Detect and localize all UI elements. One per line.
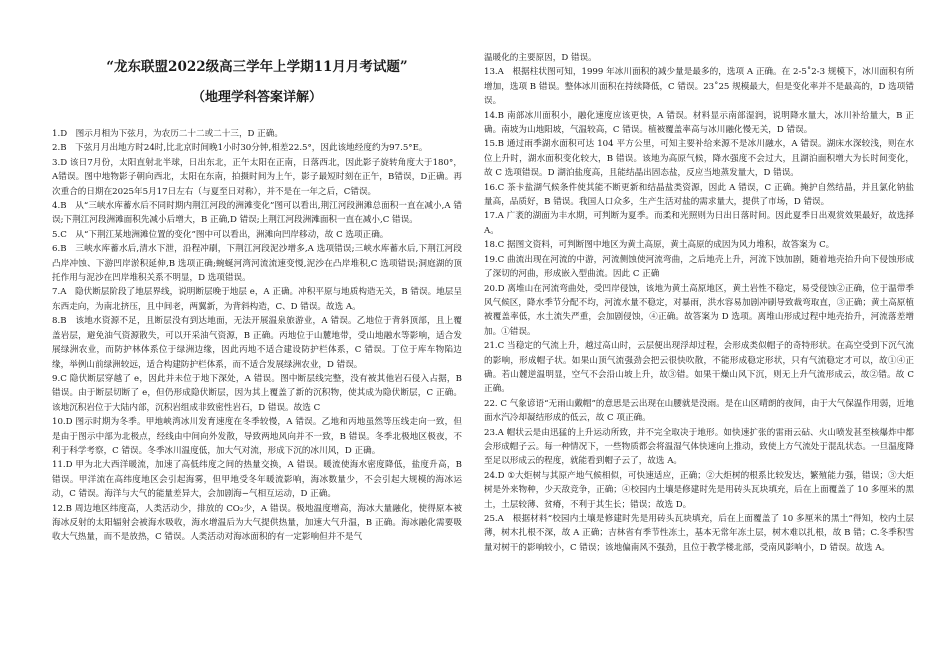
answer-item: 2.B 下弦月月出地方时24时,比北京时间晚1小时30分钟,相差22.5°，因此该地经度约为97.5°E。 bbox=[52, 143, 428, 154]
answer-item: 4.B 从“三峡水库蓄水后不同时期内荆江河段的洲滩变化”图可以看出,荆江河段洲滩总面积一直在减小,A 错误;下荆江河段洲滩面积先减小后增大，B 正确,D 错误;上荆江河段洲滩面积一直在减小,C 错误。 bbox=[52, 201, 462, 226]
answer-item: 25.A 根据材料“校园内土壤是修建时先是用砖头瓦块填充，后在上面覆盖了 10 多厘米的黑土”得知，校内土层薄，树木扎根不深，故 A 正确；吉林省有季节性冻土，基本无常年冻土层，树木难以扎根，故 B 错；C.冬季积雪量对树干的影响较小，C 错误；该地偏南风不强劲，且位于教学楼北部，受南风影响小，D 错误。故选 A。 bbox=[484, 514, 914, 553]
answer-item: 16.C 茶卡盐湖气候条件使其能不断更新和结晶盐类资源，因此 A 错误，C 正确。掩护自然结晶，并且氯化钠盐量高，品质好，B 错误。我国人口众多，生产生活对盐的需求量大，提供了市场，D 错误。 bbox=[484, 182, 914, 208]
answer-item: 22. C 气象谚语“无雨山戴帽”的意思是云出现在山腰就是没雨。是在山区晴朗的夜间，由于大气保温作用弱，近地面水汽冷却凝结形成的低云，故 C 项正确。 bbox=[484, 398, 914, 424]
answer-item: 10.D 图示时期为冬季。甲地峡湾冰川发育速度在冬季较慢，A 错误。乙地和丙地虽然等压线走向一致，但是由于图示中部为北极点，经线由中间向外发散，导致两地风向并不一致，B 错误。冬季北极地区极夜，不利于科学考察，C 错误。冬季冰川温度低，加大气对流，形成下沉的冰川风，D 正确。 bbox=[52, 417, 462, 456]
answer-item: 23.A 帽状云是由迅猛的上升运动所致，并不完全取决于地形。如快速扩张的雷雨云砧、火山喷发甚至核爆炸中都会形成帽子云。每一种情况下，一些物质都会将温湿气体快速向上推动，致使上方气流处于混乱状态。一旦温度降至足以形成云的程度，就能看到帽子云了，故选 A。 bbox=[484, 427, 914, 467]
answer-item: 21.C 当稳定的气流上升，越过高山时，云层便出现浮却过程，会形成类似帽子的奇特形状。在高空受到下沉气流的影响，形成帽子状。如果山顶气流强劲会把云很快吹散，不能形成稳定形状，只有气流稳定才可以，故①④正确。若山麓逆温明显，空气不会沿山坡上升，故③错。如果干燥山风下沉，则无上升气流形成云，故②错。故 C 正确。 bbox=[484, 341, 914, 395]
answer-item: 7.A 隐伏断层阶段了地层界线，说明断层晚于地层 e，A 正确。冲积平原与地质构造无关，B 错误。地层呈东西走向，为南北挤压，且中间老，两翼新，为背斜构造，C、D 错误。故选 A。 bbox=[52, 287, 462, 312]
answer-item: 19.C 曲流出现在河流的中游，河流侧蚀使河流弯曲，之后地壳上升，河流下蚀加剧，随着地壳抬升向下侵蚀形成了深切的河曲，形成嵌入型曲流。因此 C 正确 bbox=[484, 254, 914, 280]
right-column bbox=[484, 0, 914, 671]
document-title: “龙东联盟2022级高三学年上学期11月月考试题” bbox=[106, 59, 408, 75]
left-answer-list bbox=[52, 127, 462, 545]
answer-item: 9.C 隐伏断层穿越了 e，因此并未位于地下深处，A 错误。图中断层线完整，没有被其他岩石侵入占据，B 错误。由于断层切断了 e，但仍形成隐伏断层，因为其上覆盖了新的沉积物，使其成为隐伏断层，C 正确。该地沉积岩位于大陆内部，沉积岩组成非致密性岩石，D 错误。故选 C bbox=[52, 373, 462, 413]
answer-item: 15.B 通过雨季湖水面积可达 104 平方公里，可知主要补给来源不是冰川融水，A 错误。湖床水深较浅，则在水位上升时，湖水面积变化较大，B 错误。该地为高原气候，降水强度不会过大，且湖泊面积增大为长时间变化，故 C 选项错误。D 湖泊盐度高，且能结晶出固态盐，反应当地蒸发量大，D 错误。 bbox=[484, 139, 914, 179]
left-column bbox=[52, 0, 462, 671]
answer-item: 8.B 该地水资源不足，且断层没有到达地面，无法开展温泉旅游业，A 错误。乙地位于背斜顶部，且上覆盖岩层，避免油气资源散失，可以开采油气资源，B 正确。丙地位于山麓地带，受山地融水等影响，适合发展绿洲农业，而防护林体系位于绿洲边缘，因此丙地不适合建设防护栏体系，C 错误。丁位于库车物陷边缘，举例山前绿洲较远，适合构建防护栏体系，而不适合发展绿洲农业，D 错误。 bbox=[52, 316, 462, 370]
answer-item: 6.B 三峡水库蓄水后,清水下泄，沿程冲刷，下荆江河段泥沙增多,A 选项错误;三峡水库蓄水后,下荆江河段凸岸冲蚀、下游凹岸淤积延伸,B 选项正确;蜿蜒河湾河流流速变慢,泥沙在凸岸堆积,C 选项错误;洞庭湖的顶托作用与泥沙在凹岸堆积关系不明显，D 选项错误。 bbox=[52, 244, 462, 284]
answer-item: 17.A 广袤的湖面为丰水期，可判断为夏季。而柔和光照则为日出日落时间。因此夏季日出观赏效果最好，故选择 A。 bbox=[484, 211, 914, 236]
answer-item: 14.B 南部冰川面积小，融化速度应该更快，A 错误。材料显示南部湿润，说明降水量大，冰川补给量大，B 正确。南坡为山地阳坡，气温较高，C 错误。植被覆盖率高与冰川融化慢无关，D 错误。 bbox=[484, 110, 914, 136]
answer-item: 12.B 周边地区纬度高，人类活动少，排放的 CO₂少，A 错误。极地温度增高，海冰大量融化，使得原本被海冰反射的太阳辐射会被海水吸收，海水增温后为大气提供热量，加速大气升温，B 正确。海冰融化需要吸收大气热量，而不是放热，C 错误。人类活动对海冰面积的有一定影响但并不是气 bbox=[52, 503, 462, 543]
answer-item: 18.C 据图文资料，可判断图中地区为黄土高原，黄土高原的成因为风力堆积，故答案为 C。 bbox=[484, 240, 835, 251]
document-subtitle: （地理学科答案详解） bbox=[191, 90, 322, 105]
answer-item: 温暖化的主要原因，D 错误。 bbox=[484, 53, 597, 63]
answer-item: 11.D 甲为北大西洋暖流，加速了高低纬度之间的热量交换，A 错误。暖流使海水密度降低，盐度升高，B 错误。甲洋流在高纬度地区会引起海雾，但甲地受冬年暖流影响，海冰数量少，不会引起大规模的海冰运动，C 错误。海洋与大气的能量差异大，会加剧海−气相互运动，D 正确。 bbox=[52, 460, 462, 500]
answer-item: 13.A 根据柱状图可知，1999 年冰川面积的减少量是最多的，选项 A 正确。在 2-5˚2-3 规模下，冰川面积有所增加，选项 B 错误。整体冰川面积在持续降低，C 错误。23˚25 规模最大，但是变化率并不是最高的，D 选项错误。 bbox=[484, 67, 914, 107]
answer-item: 20.D 离堆山在河流弯曲处，受凹岸侵蚀，该地为黄土高原地区，黄土岩性不稳定，易受侵蚀②正确，位于温带季风气候区，降水季节分配不均，河流水量不稳定，对暴雨，洪水容易加剧冲刷导致裁弯取直，③正确；黄土高原植被覆盖率低，水土流失严重，会加剧侵蚀，④正确。故答案为 D 选项。离堆山形成过程中地壳抬升，河流落差增加。①错误。 bbox=[484, 283, 914, 337]
answer-item: 1.D 图示月相为下弦月，为农历二十二或二十三，D 正确。 bbox=[52, 129, 283, 139]
right-answer-list bbox=[484, 51, 914, 555]
answer-item: 5.C 从“下荆江某地洲滩位置的变化”图中可以看出，洲滩向凹岸移动，故 C 选项正确。 bbox=[52, 229, 389, 240]
answer-item: 24.D ①大炬树与其原产地气候相似，可快速适应，正确；②大炬树的根系比较发达，繁殖能力强，错误；③大炬树是外来物种，少天敌竞争，正确；④校园内土壤是修建时先是用砖头瓦块填充，后在上面覆盖了 10 多厘米的黑土，土层较薄、贫瘠，不利于其生长；错误；故选 D。 bbox=[484, 470, 914, 510]
answer-item: 3.D 该日7月份，太阳直射北半球，日出东北，正午太阳在正南，日落西北，因此影子旋转角度大于180°，A错误。图中地物影子朝向西北，太阳在东南，拍摄时间为上午，影子最短时刻在正午，B错误，D正确。再次重合的日期在2025年5月17日左右（与夏至日对称），并不是在一年之后，C错误。 bbox=[52, 157, 462, 197]
